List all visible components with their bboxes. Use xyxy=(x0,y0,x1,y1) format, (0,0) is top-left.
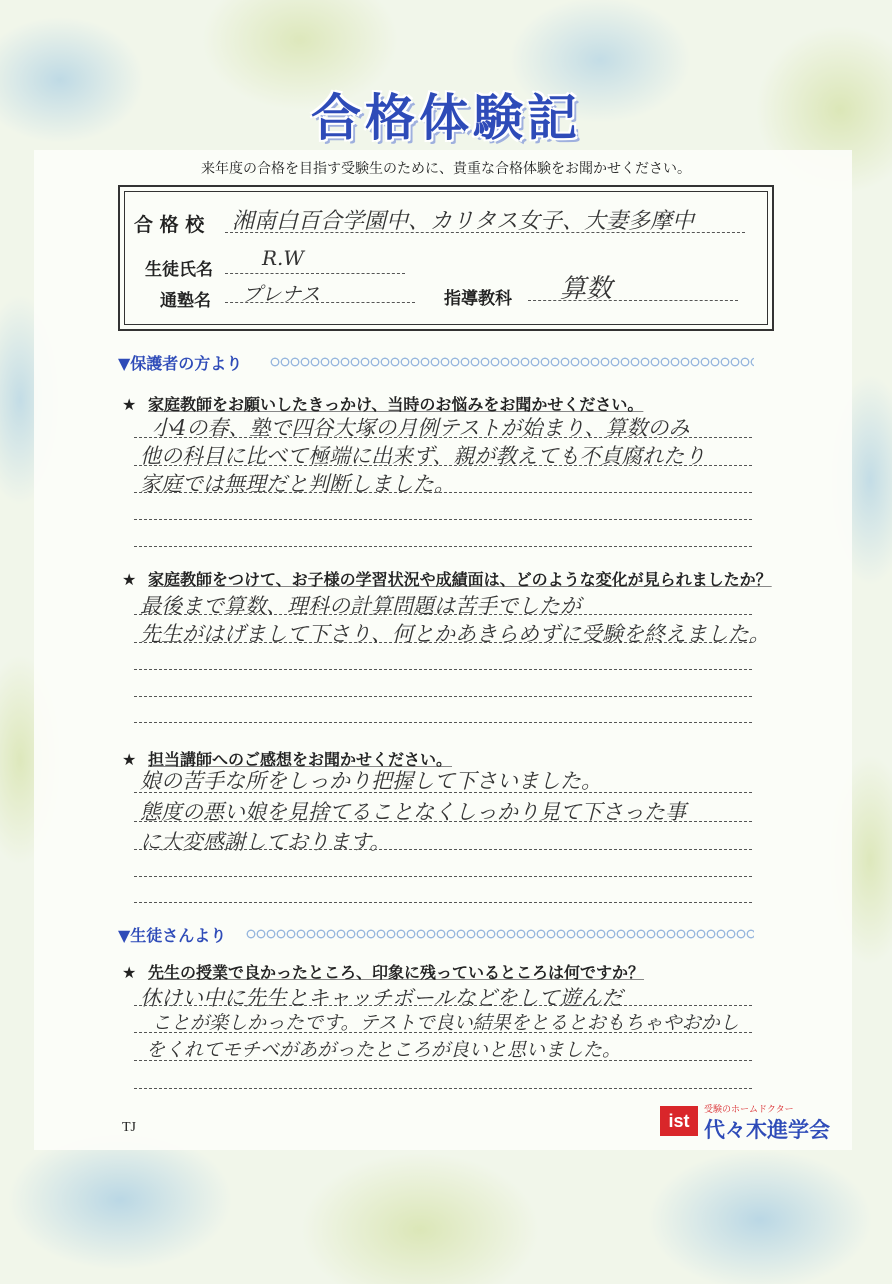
subject-value: 算数 xyxy=(560,274,613,304)
answer-rule xyxy=(134,437,752,438)
question-text: 先生の授業で良かったところ、印象に残っているところは何ですか？ xyxy=(148,963,645,982)
student-name-line xyxy=(225,273,405,274)
answer-rule xyxy=(134,465,752,466)
answer-rule xyxy=(134,492,752,493)
subject-line xyxy=(528,300,738,301)
answer-line: 小4の春、塾で四谷大塚の月例テストが始まり、算数のみ xyxy=(152,416,690,440)
star-icon: ★ xyxy=(122,570,137,589)
answer-rule xyxy=(134,614,752,615)
answer-rule xyxy=(134,849,752,850)
answer-rule xyxy=(134,1032,752,1033)
answer-rule xyxy=(134,519,752,520)
answer-rule xyxy=(134,722,752,723)
page-subtitle: 来年度の合格を目指す受験生のために、貴重な合格体験をお聞かせください。 xyxy=(201,161,691,177)
school-line xyxy=(225,232,745,233)
school-label: 合 格 校 xyxy=(134,214,205,236)
answer-line: 態度の悪い娘を見捨てることなくしっかり見て下さった事 xyxy=(140,800,686,824)
cram-school-line xyxy=(225,302,415,303)
parent-section-heading: ▼保護者の方より xyxy=(118,354,243,373)
answer-rule xyxy=(134,546,752,547)
answer-line: 他の科目に比べて極端に出来ず、親が教えても不貞腐れたり xyxy=(140,444,706,468)
answer-rule xyxy=(134,1060,752,1061)
star-icon: ★ xyxy=(122,963,137,982)
student-name-label: 生徒氏名 xyxy=(145,260,213,280)
question-2 xyxy=(122,567,772,590)
answer-line: をくれてモチベがあがったところが良いと思いました。 xyxy=(146,1039,622,1061)
answer-rule xyxy=(134,1088,752,1089)
answer-rule xyxy=(134,642,752,643)
school-value: 湘南白百合学園中、カリタス女子、大妻多摩中 xyxy=(232,209,695,234)
answer-line: 休けい中に先生とキャッチボールなどをして遊んだ xyxy=(140,986,623,1010)
form-code: TJ xyxy=(122,1120,136,1135)
student-name-value: R.W xyxy=(262,246,304,270)
answer-rule xyxy=(134,876,752,877)
answer-line: ことが楽しかったです。テストで良い結果をとるとおもちゃやおかし xyxy=(152,1012,739,1034)
logo-badge: ist xyxy=(660,1106,698,1136)
question-text: 担当講師へのご感想をお聞かせください。 xyxy=(148,750,453,769)
student-section-heading: ▼生徒さんより xyxy=(118,926,227,945)
page-title: 合格体験記 xyxy=(311,89,581,147)
question-text: 家庭教師をつけて、お子様の学習状況や成績面は、どのような変化が見られましたか？ xyxy=(148,570,772,589)
cram-school-label: 通塾名 xyxy=(160,291,211,311)
answer-line: 家庭では無理だと判断しました。 xyxy=(140,472,455,496)
wavy-divider xyxy=(270,357,754,367)
answer-rule xyxy=(134,792,752,793)
cram-school-value: プレナス xyxy=(242,282,321,306)
star-icon: ★ xyxy=(122,395,137,414)
answer-rule xyxy=(134,669,752,670)
answer-rule xyxy=(134,696,752,697)
answer-line: に大変感謝しております。 xyxy=(140,830,391,854)
question-text: 家庭教師をお願いしたきっかけ、当時のお悩みをお聞かせください。 xyxy=(148,395,644,414)
answer-rule xyxy=(134,1005,752,1006)
logo-tagline: 受験のホームドクター xyxy=(704,1105,794,1115)
answer-line: 娘の苦手な所をしっかり把握して下さいました。 xyxy=(140,769,602,793)
subject-label: 指導教科 xyxy=(444,289,512,309)
answer-line: 最後まで算数、理科の計算問題は苦手でしたが xyxy=(140,594,581,618)
company-logo xyxy=(660,1100,852,1144)
answer-rule xyxy=(134,821,752,822)
logo-name: 代々木進学会 xyxy=(704,1118,830,1142)
question-4 xyxy=(122,960,644,983)
answer-rule xyxy=(134,902,752,903)
star-icon: ★ xyxy=(122,750,137,769)
answer-line: 先生がはげまして下さり、何とかあきらめずに受験を終えました。 xyxy=(140,622,770,646)
wavy-divider xyxy=(246,929,754,939)
